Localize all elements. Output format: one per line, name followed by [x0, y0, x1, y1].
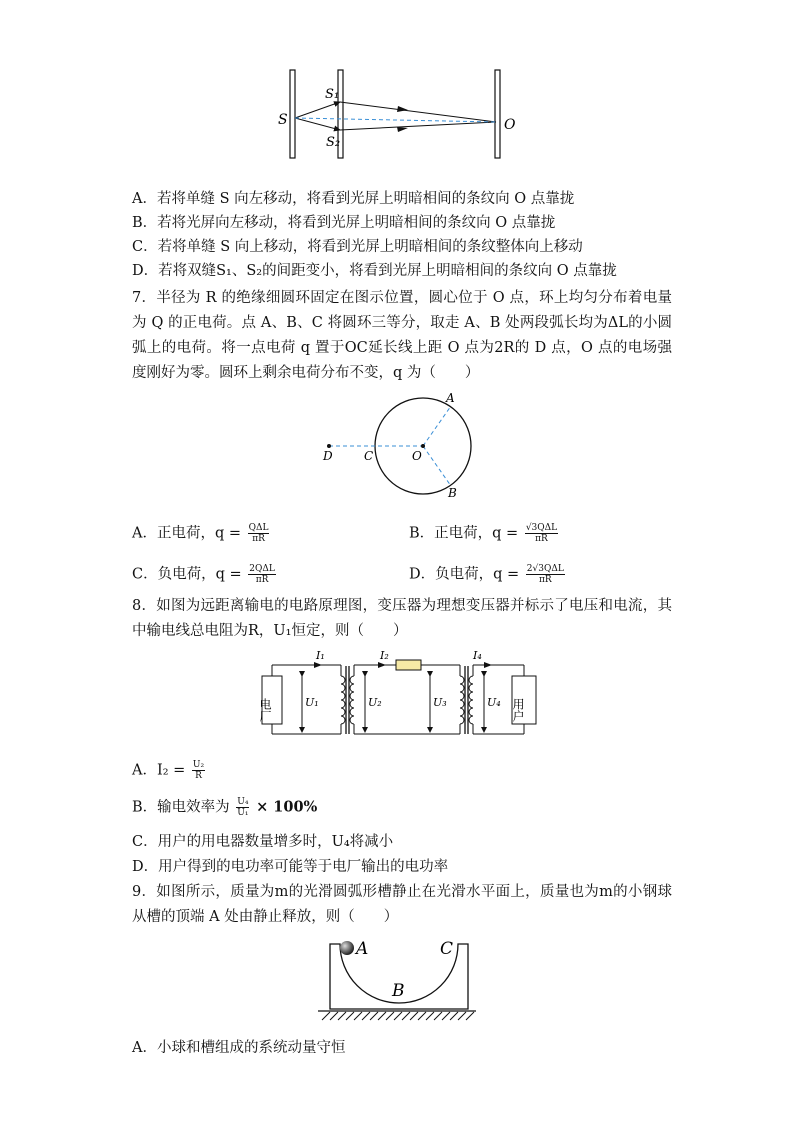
q7-option-a: A．正电荷，q = $\frac{\text{QΔL}}{\pi R}$ [132, 523, 269, 544]
transformer-1-primary-coil [341, 676, 345, 724]
q8-option-d: D．用户得到的电功率可能等于电厂输出的电功率 [132, 859, 449, 875]
label-U3: U₃ [433, 696, 447, 709]
label-I1: I₁ [316, 649, 325, 662]
radius-OA [423, 406, 451, 446]
point-D [327, 444, 331, 448]
current-arrow-I2 [378, 662, 386, 668]
radius-OB [423, 446, 451, 486]
current-arrow-I4 [484, 662, 492, 668]
current-arrow-I1 [314, 662, 322, 668]
label-A: A [356, 939, 369, 959]
label-O: O [504, 117, 516, 133]
q6-option-a: A．若将单缝 S 向左移动，将看到光屏上明暗相间的条纹向 O 点靠拢 [132, 191, 575, 207]
q8-stem: 8．如图为远距离输电的电路原理图，变压器为理想变压器并标示了电压和电流，其中输电线总电阻为R，U₁恒定，则（ ） [132, 598, 672, 639]
point-O [421, 444, 425, 448]
groove-ball-figure [312, 936, 480, 1026]
label-O: O [412, 449, 422, 463]
ray-arrow [397, 127, 408, 132]
transformer-1-secondary-coil [350, 676, 354, 724]
label-A: A [446, 391, 455, 405]
q7-option-b: B．正电荷，q = $\frac{\text{√3QΔL}}{\pi R}$ [409, 523, 558, 544]
label-U4: U₄ [487, 696, 501, 709]
q7-option-d: D．负电荷，q = $\frac{\text{2√3QΔL}}{\pi R}$ [409, 564, 564, 585]
label-C: C [440, 939, 454, 959]
transformer-2-primary-coil [460, 676, 464, 724]
label-B: B [448, 486, 457, 500]
q8-option-b: B．输电效率为 $\frac{\text{U₄}}{\text{U₁}}$ × 100% [132, 797, 318, 818]
label-I2: I₂ [380, 649, 389, 662]
plant-label: 电厂 [258, 698, 272, 722]
q9-stem: 9．如图所示，质量为m的光滑圆弧形槽静止在光滑水平面上，质量也为m的小钢球从槽的顶端 A 处由静止释放，则（ ） [132, 884, 672, 925]
line-resistor [396, 660, 421, 670]
single-slit-plate [290, 70, 295, 158]
label-B: B [392, 981, 405, 1001]
charged-ring-figure [312, 384, 492, 504]
label-D: D [323, 449, 333, 463]
light-ray [295, 102, 340, 118]
label-I4: I₄ [473, 649, 482, 662]
q6-option-c: C．若将单缝 S 向上移动，将看到光屏上明暗相间的条纹整体向上移动 [132, 239, 583, 255]
label-S: S [278, 112, 288, 128]
steel-ball [340, 941, 354, 955]
q7-option-c: C．负电荷，q = $\frac{\text{2QΔL}}{\pi R}$ [132, 564, 275, 585]
transmission-circuit-figure [256, 646, 546, 742]
q9-option-a: A．小球和槽组成的系统动量守恒 [132, 1040, 346, 1056]
q6-option-b: B．若将光屏向左移动，将看到光屏上明暗相间的条纹向 O 点靠拢 [132, 215, 556, 231]
label-U1: U₁ [305, 696, 319, 709]
ray-arrow [397, 106, 408, 112]
q8-option-c: C．用户的用电器数量增多时，U₄将减小 [132, 834, 394, 850]
label-S1: S₁ [325, 87, 340, 102]
label-S2: S₂ [326, 135, 341, 150]
q6-option-d: D．若将双缝S₁、S₂的间距变小，将看到光屏上明暗相间的条纹向 O 点靠拢 [132, 263, 617, 279]
transformer-2-secondary-coil [469, 676, 473, 724]
light-ray [295, 118, 340, 130]
user-label: 用户 [511, 698, 525, 722]
double-slit-figure [270, 66, 530, 162]
q7-stem: 7．半径为 R 的绝缘细圆环固定在图示位置，圆心位于 O 点，环上均匀分布着电量为 Q 的正电荷。点 A、B、C 将圆环三等分，取走 A、B 处两段弧长均为ΔL的小圆弧上的电荷。将一点电荷 q 置于OC延长线上距 O 点为2R的 D 点，O 点的电场强度刚好为零。圆环上剩余电荷分布不变，q 为（ ） [132, 290, 672, 381]
screen-plate [495, 70, 500, 158]
label-C: C [364, 449, 374, 463]
q8-option-a: A．I₂ = $\frac{\text{U₂}}{R}$ [132, 760, 205, 781]
label-U2: U₂ [368, 696, 382, 709]
light-ray [340, 102, 496, 122]
light-ray [340, 122, 496, 130]
